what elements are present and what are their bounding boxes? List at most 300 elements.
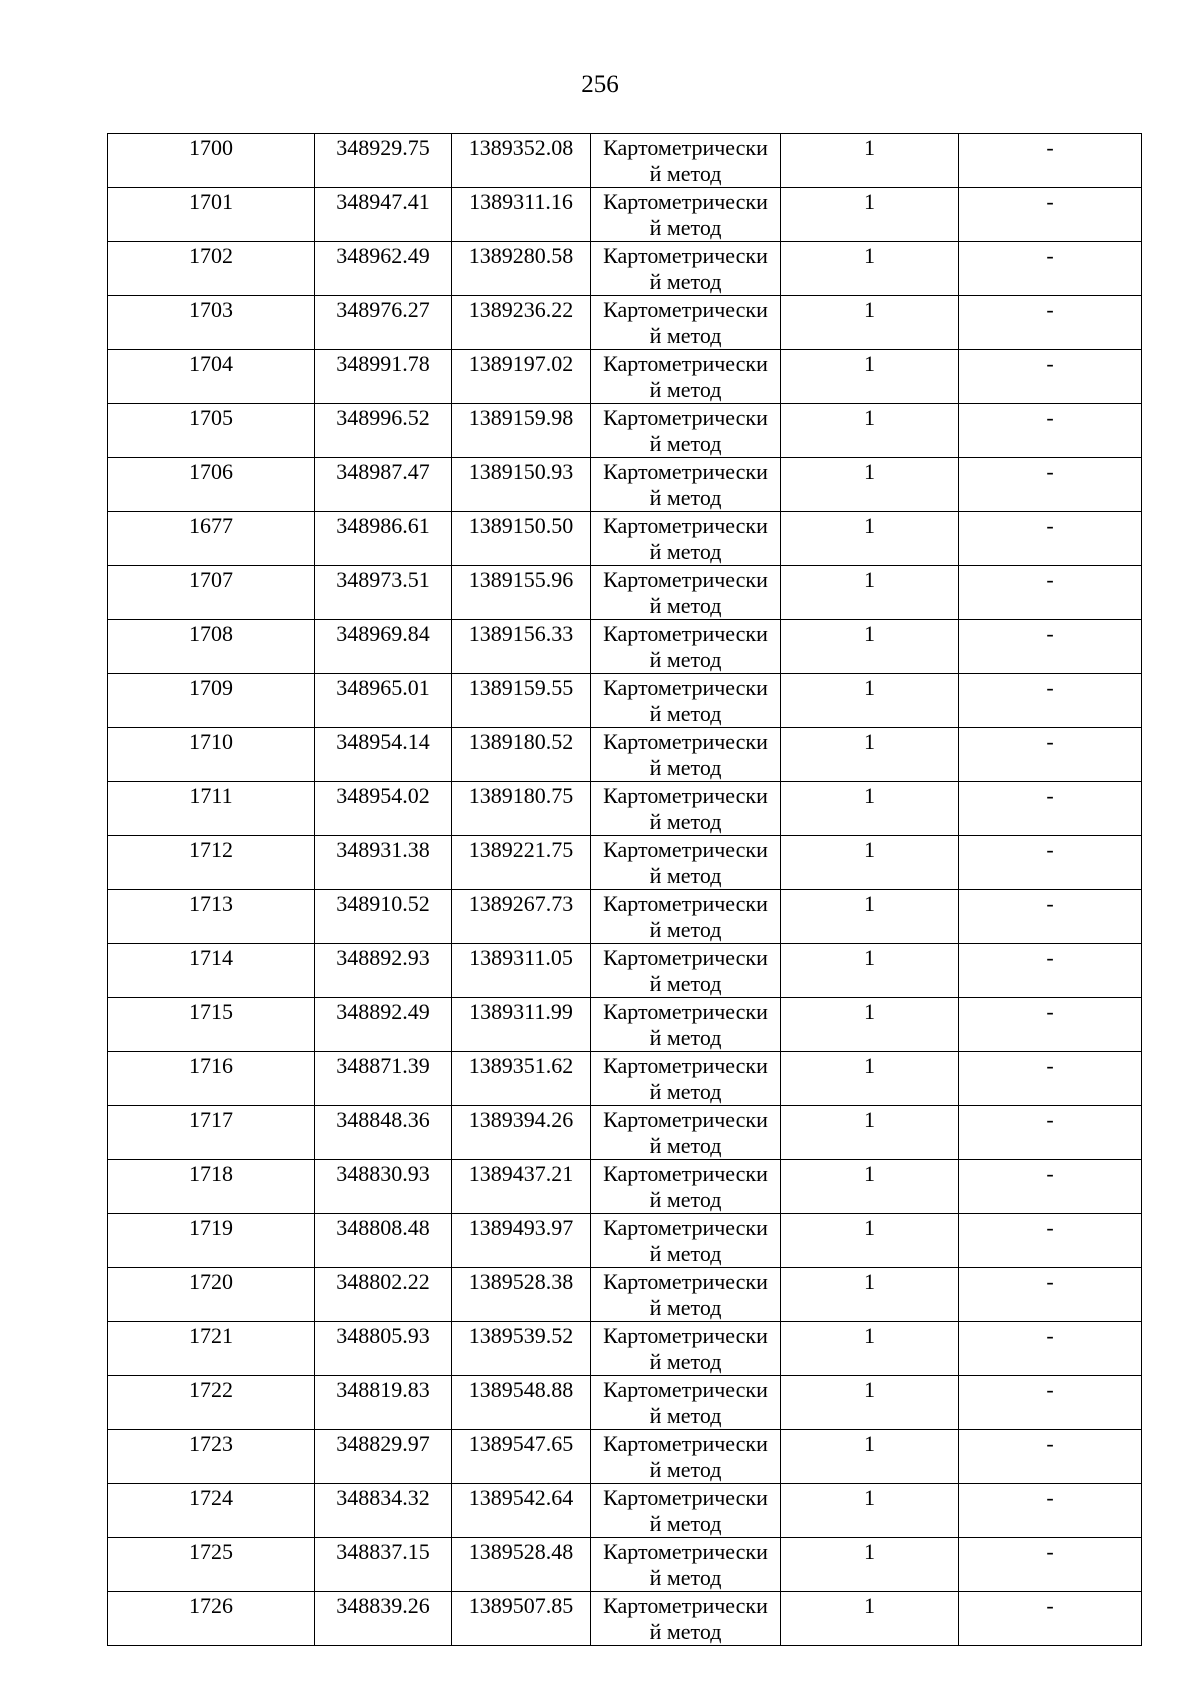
x-coordinate-cell-text: 348805.93: [336, 1323, 430, 1348]
point-number-cell: [108, 134, 315, 188]
point-number-cell: [108, 188, 315, 242]
method-text-line2: й метод: [649, 377, 722, 402]
note-cell-text: -: [1046, 1215, 1054, 1240]
accuracy-cell: [781, 674, 959, 728]
accuracy-cell: [781, 458, 959, 512]
accuracy-cell: [781, 620, 959, 674]
method-text-line1: Картометрически: [603, 135, 768, 160]
method-text-line1: Картометрически: [603, 837, 768, 862]
accuracy-cell-text: 1: [864, 135, 875, 160]
accuracy-cell-text: 1: [864, 1215, 875, 1240]
point-number-cell-text: 1722: [189, 1377, 233, 1402]
accuracy-cell: [781, 1160, 959, 1214]
x-coordinate-cell-text: 348969.84: [336, 621, 430, 646]
page-number: 256: [581, 71, 619, 98]
y-coordinate-cell: [452, 1160, 591, 1214]
x-coordinate-cell-text: 348802.22: [336, 1269, 430, 1294]
y-coordinate-cell-text: 1389542.64: [468, 1485, 574, 1510]
note-cell-text: -: [1046, 837, 1054, 862]
table-row: [108, 890, 1142, 944]
accuracy-cell-text: 1: [864, 513, 875, 538]
point-number-cell: [108, 512, 315, 566]
accuracy-cell-text: 1: [864, 837, 875, 862]
note-cell: [959, 512, 1142, 566]
point-number-cell-text: 1723: [189, 1431, 233, 1456]
x-coordinate-cell-text: 348834.32: [336, 1485, 430, 1510]
accuracy-cell-text: 1: [864, 945, 875, 970]
accuracy-cell: [781, 1430, 959, 1484]
accuracy-cell: [781, 512, 959, 566]
y-coordinate-cell-text: 1389280.58: [468, 243, 574, 268]
accuracy-cell-text: 1: [864, 1377, 875, 1402]
accuracy-cell: [781, 890, 959, 944]
method-cell: [591, 1106, 781, 1160]
method-text-line1: Картометрически: [603, 1323, 768, 1348]
method-cell: [591, 458, 781, 512]
y-coordinate-cell-text: 1389311.05: [469, 945, 573, 970]
x-coordinate-cell-text: 348954.14: [336, 729, 430, 754]
method-text-line2: й метод: [649, 1295, 722, 1320]
method-cell-text: [591, 1052, 780, 1105]
accuracy-cell: [781, 1538, 959, 1592]
y-coordinate-cell-text: 1389528.38: [468, 1269, 574, 1294]
note-cell-text: -: [1046, 567, 1054, 592]
method-cell: [591, 782, 781, 836]
y-coordinate-cell: [452, 944, 591, 998]
note-cell-text: -: [1046, 675, 1054, 700]
point-number-cell-text: 1724: [189, 1485, 233, 1510]
method-cell-text: [591, 242, 780, 295]
note-cell: [959, 350, 1142, 404]
note-cell-text: -: [1046, 729, 1054, 754]
method-text-line2: й метод: [649, 1349, 722, 1374]
accuracy-cell-text: 1: [864, 1107, 875, 1132]
note-cell: [959, 944, 1142, 998]
note-cell: [959, 1538, 1142, 1592]
method-text-line2: й метод: [649, 485, 722, 510]
accuracy-cell: [781, 728, 959, 782]
point-number-cell-text: 1705: [189, 405, 233, 430]
point-number-cell: [108, 404, 315, 458]
method-text-line2: й метод: [649, 971, 722, 996]
y-coordinate-cell-text: 1389539.52: [468, 1323, 574, 1348]
point-number-cell: [108, 350, 315, 404]
method-text-line2: й метод: [649, 1511, 722, 1536]
point-number-cell-text: 1700: [189, 135, 233, 160]
note-cell-text: -: [1046, 1323, 1054, 1348]
note-cell-text: -: [1046, 135, 1054, 160]
accuracy-cell-text: 1: [864, 783, 875, 808]
point-number-cell-text: 1702: [189, 243, 233, 268]
coordinates-table: [107, 133, 1142, 1646]
point-number-cell: [108, 1430, 315, 1484]
y-coordinate-cell-text: 1389311.16: [469, 189, 573, 214]
accuracy-cell: [781, 836, 959, 890]
y-coordinate-cell: [452, 296, 591, 350]
method-cell-text: [591, 188, 780, 241]
accuracy-cell-text: 1: [864, 729, 875, 754]
point-number-cell-text: 1677: [189, 513, 233, 538]
accuracy-cell: [781, 566, 959, 620]
point-number-cell: [108, 242, 315, 296]
table-row: [108, 674, 1142, 728]
table-row: [108, 1106, 1142, 1160]
method-text-line1: Картометрически: [603, 1053, 768, 1078]
method-text-line2: й метод: [649, 1079, 722, 1104]
accuracy-cell: [781, 782, 959, 836]
method-cell: [591, 566, 781, 620]
y-coordinate-cell-text: 1389352.08: [468, 135, 574, 160]
x-coordinate-cell: [315, 1376, 452, 1430]
x-coordinate-cell-text: 348962.49: [336, 243, 430, 268]
x-coordinate-cell-text: 348871.39: [336, 1053, 430, 1078]
point-number-cell-text: 1701: [189, 189, 233, 214]
x-coordinate-cell: [315, 242, 452, 296]
method-cell-text: [591, 1592, 780, 1645]
y-coordinate-cell-text: 1389267.73: [468, 891, 574, 916]
method-cell: [591, 1052, 781, 1106]
point-number-cell-text: 1712: [189, 837, 233, 862]
point-number-cell-text: 1711: [189, 783, 233, 808]
y-coordinate-cell-text: 1389159.98: [468, 405, 574, 430]
method-text-line1: Картометрически: [603, 567, 768, 592]
y-coordinate-cell-text: 1389236.22: [468, 297, 574, 322]
y-coordinate-cell: [452, 674, 591, 728]
point-number-cell: [108, 566, 315, 620]
point-number-cell: [108, 620, 315, 674]
note-cell: [959, 1484, 1142, 1538]
note-cell: [959, 1214, 1142, 1268]
table-row: [108, 1538, 1142, 1592]
method-cell: [591, 512, 781, 566]
y-coordinate-cell-text: 1389180.75: [468, 783, 574, 808]
table-row: [108, 620, 1142, 674]
method-text-line2: й метод: [649, 701, 722, 726]
note-cell: [959, 674, 1142, 728]
y-coordinate-cell: [452, 1106, 591, 1160]
y-coordinate-cell-text: 1389507.85: [468, 1593, 574, 1618]
x-coordinate-cell: [315, 890, 452, 944]
accuracy-cell: [781, 1592, 959, 1646]
accuracy-cell-text: 1: [864, 621, 875, 646]
note-cell: [959, 1322, 1142, 1376]
table-row: [108, 1160, 1142, 1214]
y-coordinate-cell-text: 1389197.02: [468, 351, 574, 376]
point-number-cell-text: 1714: [189, 945, 233, 970]
method-text-line2: й метод: [649, 593, 722, 618]
method-cell-text: [591, 890, 780, 943]
method-cell-text: [591, 944, 780, 997]
note-cell-text: -: [1046, 621, 1054, 646]
method-text-line1: Картометрически: [603, 1593, 768, 1618]
method-cell: [591, 998, 781, 1052]
point-number-cell-text: 1721: [189, 1323, 233, 1348]
x-coordinate-cell: [315, 1430, 452, 1484]
method-cell-text: [591, 1484, 780, 1537]
method-cell: [591, 1376, 781, 1430]
method-cell-text: [591, 998, 780, 1051]
table-row: [108, 1376, 1142, 1430]
accuracy-cell-text: 1: [864, 1161, 875, 1186]
method-cell-text: [591, 1160, 780, 1213]
table-row: [108, 458, 1142, 512]
accuracy-cell: [781, 1322, 959, 1376]
table-row: [108, 782, 1142, 836]
y-coordinate-cell: [452, 836, 591, 890]
y-coordinate-cell-text: 1389159.55: [468, 675, 574, 700]
table-row: [108, 1052, 1142, 1106]
y-coordinate-cell-text: 1389150.93: [468, 459, 574, 484]
accuracy-cell: [781, 1376, 959, 1430]
method-cell-text: [591, 296, 780, 349]
x-coordinate-cell: [315, 620, 452, 674]
y-coordinate-cell: [452, 1484, 591, 1538]
method-cell: [591, 836, 781, 890]
method-cell-text: [591, 728, 780, 781]
method-text-line1: Картометрически: [603, 891, 768, 916]
note-cell: [959, 134, 1142, 188]
method-cell: [591, 674, 781, 728]
accuracy-cell: [781, 1052, 959, 1106]
point-number-cell: [108, 890, 315, 944]
note-cell: [959, 1592, 1142, 1646]
method-text-line2: й метод: [649, 269, 722, 294]
accuracy-cell: [781, 1484, 959, 1538]
note-cell-text: -: [1046, 1377, 1054, 1402]
x-coordinate-cell-text: 348808.48: [336, 1215, 430, 1240]
point-number-cell-text: 1718: [189, 1161, 233, 1186]
x-coordinate-cell-text: 348819.83: [336, 1377, 430, 1402]
x-coordinate-cell-text: 348830.93: [336, 1161, 430, 1186]
table-row: [108, 1484, 1142, 1538]
method-cell-text: [591, 1376, 780, 1429]
x-coordinate-cell: [315, 350, 452, 404]
accuracy-cell-text: 1: [864, 1269, 875, 1294]
point-number-cell: [108, 1268, 315, 1322]
method-cell: [591, 1484, 781, 1538]
method-text-line2: й метод: [649, 1187, 722, 1212]
y-coordinate-cell-text: 1389351.62: [468, 1053, 574, 1078]
method-text-line1: Картометрически: [603, 945, 768, 970]
x-coordinate-cell: [315, 1322, 452, 1376]
note-cell: [959, 1052, 1142, 1106]
point-number-cell: [108, 296, 315, 350]
method-text-line1: Картометрически: [603, 1161, 768, 1186]
note-cell-text: -: [1046, 783, 1054, 808]
method-text-line1: Картометрически: [603, 1107, 768, 1132]
x-coordinate-cell: [315, 1592, 452, 1646]
point-number-cell-text: 1715: [189, 999, 233, 1024]
method-cell-text: [591, 404, 780, 457]
x-coordinate-cell-text: 348848.36: [336, 1107, 430, 1132]
method-text-line2: й метод: [649, 917, 722, 942]
point-number-cell: [108, 1106, 315, 1160]
method-text-line2: й метод: [649, 539, 722, 564]
table-row: [108, 242, 1142, 296]
accuracy-cell: [781, 134, 959, 188]
method-cell: [591, 188, 781, 242]
note-cell: [959, 566, 1142, 620]
table-row: [108, 1322, 1142, 1376]
y-coordinate-cell-text: 1389150.50: [468, 513, 574, 538]
method-text-line2: й метод: [649, 215, 722, 240]
method-text-line2: й метод: [649, 647, 722, 672]
note-cell: [959, 242, 1142, 296]
y-coordinate-cell-text: 1389156.33: [468, 621, 574, 646]
method-text-line2: й метод: [649, 323, 722, 348]
note-cell-text: -: [1046, 243, 1054, 268]
x-coordinate-cell: [315, 1268, 452, 1322]
method-text-line2: й метод: [649, 755, 722, 780]
y-coordinate-cell: [452, 188, 591, 242]
accuracy-cell-text: 1: [864, 405, 875, 430]
point-number-cell-text: 1707: [189, 567, 233, 592]
y-coordinate-cell: [452, 350, 591, 404]
method-text-line1: Картометрически: [603, 459, 768, 484]
table-row: [108, 296, 1142, 350]
method-text-line2: й метод: [649, 161, 722, 186]
note-cell: [959, 890, 1142, 944]
method-text-line1: Картометрически: [603, 675, 768, 700]
note-cell: [959, 620, 1142, 674]
x-coordinate-cell: [315, 296, 452, 350]
point-number-cell-text: 1708: [189, 621, 233, 646]
accuracy-cell-text: 1: [864, 297, 875, 322]
table-row: [108, 728, 1142, 782]
note-cell: [959, 1268, 1142, 1322]
method-cell-text: [591, 1106, 780, 1159]
accuracy-cell-text: 1: [864, 1593, 875, 1618]
accuracy-cell-text: 1: [864, 999, 875, 1024]
point-number-cell: [108, 944, 315, 998]
point-number-cell: [108, 1214, 315, 1268]
note-cell-text: -: [1046, 351, 1054, 376]
note-cell-text: -: [1046, 459, 1054, 484]
method-text-line1: Картометрически: [603, 729, 768, 754]
point-number-cell: [108, 1538, 315, 1592]
point-number-cell: [108, 998, 315, 1052]
x-coordinate-cell: [315, 1052, 452, 1106]
method-text-line1: Картометрически: [603, 1269, 768, 1294]
x-coordinate-cell-text: 348929.75: [336, 135, 430, 160]
method-cell: [591, 1214, 781, 1268]
x-coordinate-cell: [315, 134, 452, 188]
y-coordinate-cell: [452, 1592, 591, 1646]
accuracy-cell-text: 1: [864, 567, 875, 592]
method-cell-text: [591, 1430, 780, 1483]
method-text-line1: Картометрически: [603, 189, 768, 214]
accuracy-cell: [781, 1106, 959, 1160]
note-cell-text: -: [1046, 1593, 1054, 1618]
y-coordinate-cell-text: 1389155.96: [468, 567, 574, 592]
x-coordinate-cell: [315, 836, 452, 890]
point-number-cell-text: 1719: [189, 1215, 233, 1240]
method-text-line2: й метод: [649, 863, 722, 888]
x-coordinate-cell-text: 348991.78: [336, 351, 430, 376]
y-coordinate-cell: [452, 458, 591, 512]
accuracy-cell-text: 1: [864, 351, 875, 376]
y-coordinate-cell-text: 1389547.65: [468, 1431, 574, 1456]
method-cell-text: [591, 1538, 780, 1591]
table-row: [108, 350, 1142, 404]
method-cell: [591, 1160, 781, 1214]
note-cell: [959, 998, 1142, 1052]
note-cell: [959, 1160, 1142, 1214]
method-text-line1: Картометрически: [603, 783, 768, 808]
accuracy-cell: [781, 998, 959, 1052]
note-cell-text: -: [1046, 945, 1054, 970]
accuracy-cell: [781, 1214, 959, 1268]
x-coordinate-cell: [315, 728, 452, 782]
point-number-cell: [108, 1592, 315, 1646]
method-cell: [591, 242, 781, 296]
method-text-line1: Картометрически: [603, 1215, 768, 1240]
table-row: [108, 188, 1142, 242]
accuracy-cell-text: 1: [864, 1431, 875, 1456]
note-cell-text: -: [1046, 1107, 1054, 1132]
x-coordinate-cell-text: 348973.51: [336, 567, 430, 592]
method-text-line2: й метод: [649, 1403, 722, 1428]
accuracy-cell: [781, 1268, 959, 1322]
method-cell: [591, 404, 781, 458]
point-number-cell-text: 1704: [189, 351, 233, 376]
method-cell: [591, 296, 781, 350]
note-cell-text: -: [1046, 405, 1054, 430]
note-cell: [959, 296, 1142, 350]
method-text-line2: й метод: [649, 1619, 722, 1644]
x-coordinate-cell: [315, 458, 452, 512]
y-coordinate-cell: [452, 242, 591, 296]
method-text-line1: Картометрически: [603, 999, 768, 1024]
method-text-line2: й метод: [649, 1133, 722, 1158]
method-text-line1: Картометрически: [603, 351, 768, 376]
note-cell-text: -: [1046, 297, 1054, 322]
accuracy-cell-text: 1: [864, 891, 875, 916]
method-cell: [591, 944, 781, 998]
method-cell-text: [591, 512, 780, 565]
method-text-line2: й метод: [649, 431, 722, 456]
accuracy-cell: [781, 188, 959, 242]
method-cell-text: [591, 350, 780, 403]
y-coordinate-cell: [452, 134, 591, 188]
accuracy-cell: [781, 404, 959, 458]
y-coordinate-cell: [452, 782, 591, 836]
x-coordinate-cell-text: 348829.97: [336, 1431, 430, 1456]
point-number-cell-text: 1716: [189, 1053, 233, 1078]
note-cell-text: -: [1046, 1161, 1054, 1186]
point-number-cell: [108, 1376, 315, 1430]
x-coordinate-cell: [315, 782, 452, 836]
x-coordinate-cell-text: 348986.61: [336, 513, 430, 538]
note-cell: [959, 1430, 1142, 1484]
y-coordinate-cell-text: 1389180.52: [468, 729, 574, 754]
table-row: [108, 1268, 1142, 1322]
accuracy-cell-text: 1: [864, 459, 875, 484]
x-coordinate-cell-text: 348954.02: [336, 783, 430, 808]
x-coordinate-cell-text: 348965.01: [336, 675, 430, 700]
note-cell-text: -: [1046, 189, 1054, 214]
y-coordinate-cell: [452, 728, 591, 782]
method-cell: [591, 1322, 781, 1376]
y-coordinate-cell: [452, 890, 591, 944]
point-number-cell: [108, 782, 315, 836]
table-row: [108, 1430, 1142, 1484]
note-cell-text: -: [1046, 1539, 1054, 1564]
method-cell-text: [591, 134, 780, 187]
table-row: [108, 1214, 1142, 1268]
accuracy-cell-text: 1: [864, 1539, 875, 1564]
y-coordinate-cell: [452, 404, 591, 458]
